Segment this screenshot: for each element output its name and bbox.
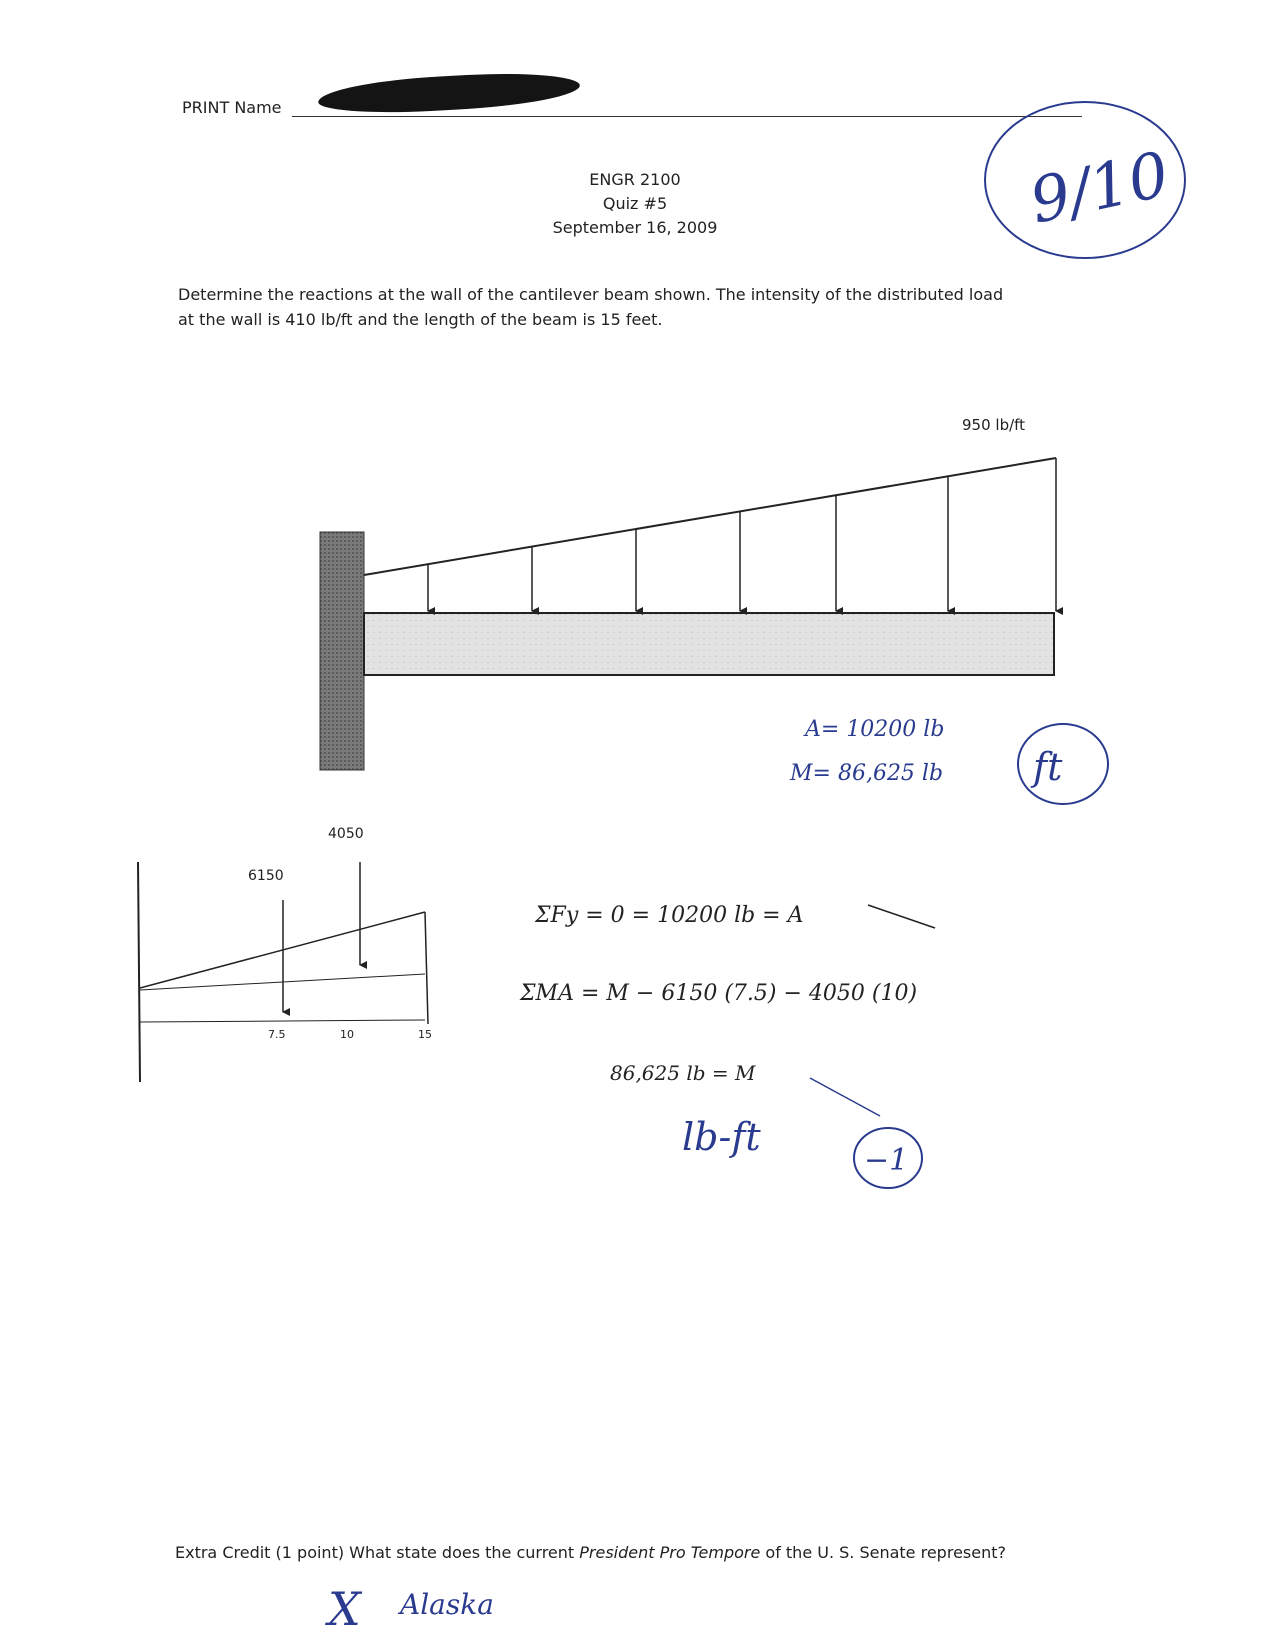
extra-credit-mark: X [328,1582,361,1636]
sketch-force-left-label: 6150 [248,868,284,884]
extra-credit-answer: Alaska [400,1588,494,1621]
problem-statement: Determine the reactions at the wall of the cantilever beam shown. The intensity of the distributed load at the wall is 410 lb/ft and the length of the beam is 15 feet. [178,285,1004,329]
quiz-number: Quiz #5 [602,194,668,213]
course-code: ENGR 2100 [589,170,681,189]
grade-score: 9/10 [1023,137,1176,238]
sketch-tick-label: 15 [418,1028,432,1041]
reaction-a-answer: A= 10200 lb [805,717,945,742]
load-intensity-label: 950 lb/ft [962,416,1026,434]
sum-fy-equation: ΣFy = 0 = 10200 lb = A [535,903,804,928]
print-name-label: PRINT Name [182,98,282,117]
quiz-date: September 16, 2009 [552,218,718,237]
sketch-force-right-label: 4050 [328,826,364,842]
deduction-mark: −1 [864,1143,909,1178]
arrow-stroke [810,1078,880,1116]
ft-circled-label: ft [1033,745,1063,789]
sum-ma-equation: ΣMA = M − 6150 (7.5) − 4050 (10) [520,981,918,1006]
m-result-equation: 86,625 lb = M [610,1061,756,1085]
extra-credit-suffix: of the U. S. Senate represent? [760,1543,1006,1562]
sketch-tick-label: 10 [340,1028,354,1041]
sketch-tick-label: 7.5 [268,1028,286,1041]
units-note: lb-ft [682,1115,761,1159]
moment-m-answer: M= 86,625 lb [790,761,944,786]
extra-credit-prefix: Extra Credit (1 point) What state does the current [175,1543,580,1562]
arrow-stroke [868,905,935,928]
extra-credit-title: President Pro Tempore [579,1543,761,1562]
extra-credit-question [175,1540,1075,1566]
